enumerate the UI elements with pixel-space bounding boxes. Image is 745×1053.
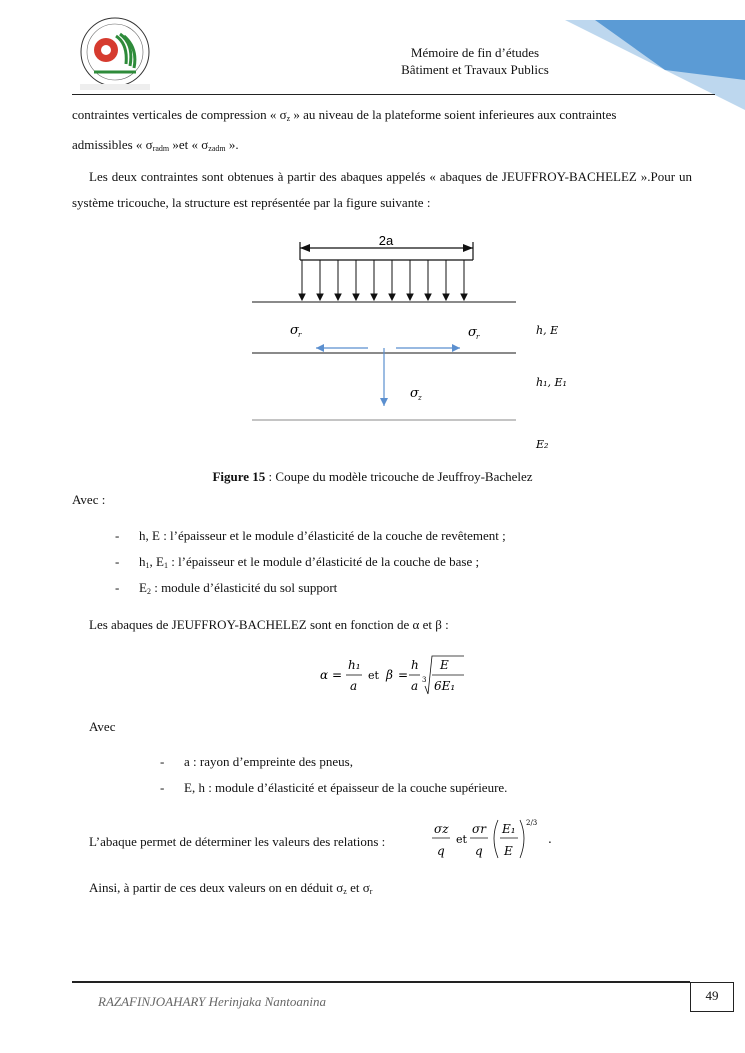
p1-text-d: »et « σ <box>169 137 209 152</box>
svg-text:E: E <box>504 844 513 858</box>
svg-text:z: z <box>418 394 422 402</box>
width-arrow-right <box>463 244 473 252</box>
svg-text:σr: σr <box>472 822 486 836</box>
page-number: 49 <box>690 982 734 1012</box>
svg-text:q: q <box>437 844 445 858</box>
bullet-3-text: $E_2$ : module d’élasticité du sol support <box>139 580 338 596</box>
layer-2-label: h₁, E₁ <box>536 376 567 389</box>
bullet-4-text: a : rayon d’empreinte des pneus, <box>184 754 353 769</box>
svg-text:E₁: E₁ <box>502 822 516 836</box>
svg-text:et: et <box>368 669 379 682</box>
p1-text-a: contraintes verticales de compression « σ <box>72 107 287 122</box>
figure-caption <box>0 469 745 485</box>
school-logo <box>72 14 158 94</box>
bullet-1-text: h, E : l’épaisseur et le module d’élasticité de la couche de revêtement ; <box>139 528 506 543</box>
svg-text:h: h <box>411 658 419 672</box>
svg-text:3: 3 <box>422 676 427 684</box>
p1-sub-c: radm <box>152 144 170 153</box>
footer-rule <box>72 981 690 983</box>
sigma-z: σ <box>410 386 419 401</box>
width-label: 2a <box>378 233 394 248</box>
footer-author: RAZAFINJOAHARY Herinjaka Nantoanina <box>98 994 326 1009</box>
layer-3-label: E₂ <box>536 438 549 451</box>
svg-text:σz: σz <box>434 822 449 836</box>
page-header <box>360 44 590 78</box>
p1-text-e: ». <box>225 137 239 152</box>
layer-1-label: h, E <box>536 324 559 337</box>
svg-text:2/3: 2/3 <box>526 819 538 827</box>
svg-text:=: = <box>332 668 343 682</box>
svg-text:a: a <box>411 679 419 693</box>
svg-text:6E₁: 6E₁ <box>434 679 456 693</box>
relations-formula <box>428 816 558 866</box>
paragraph-1 <box>72 102 692 162</box>
svg-text:h₁: h₁ <box>348 658 361 672</box>
sigma-r-left: σ <box>290 323 299 338</box>
paragraph-3: Les abaques de JEUFFROY-BACHELEZ sont en fonction de α et β : <box>89 617 449 632</box>
p1-sub-d: zadm <box>208 144 226 153</box>
svg-text:r: r <box>298 331 302 339</box>
header-line-2: Bâtiment et Travaux Publics <box>401 62 549 77</box>
svg-text:r: r <box>476 333 480 341</box>
caption-label: Figure 15 <box>212 469 266 484</box>
svg-text:et: et <box>456 833 467 846</box>
svg-text:α: α <box>320 668 329 682</box>
avec-label-1: Avec : <box>72 492 106 507</box>
svg-text:.: . <box>548 832 552 846</box>
avec-label-2: Avec <box>89 719 116 734</box>
caption-text: : Coupe du modèle tricouche de Jeuffroy-Bachelez <box>265 469 533 484</box>
header-line-1: Mémoire de fin d’études <box>410 45 540 60</box>
bullet-5-text: E, h : module d’élasticité et épaisseur de la couche supérieure. <box>184 780 508 795</box>
paragraph-5: Ainsi, à partir de ces deux valeurs on en déduit $\sigma_z$ et $\sigma_r$ <box>89 880 373 896</box>
p1-sub-a: z <box>286 114 291 123</box>
load-arrows <box>299 260 467 300</box>
p1-text-b: » au niveau de la plateforme soient inferieures aux contraintes <box>290 107 617 122</box>
svg-text:q: q <box>475 844 483 858</box>
paragraph-4: L’abaque permet de déterminer les valeurs des relations : <box>89 834 386 849</box>
bullet-2-text: $h_1$, $E_1$ : l’épaisseur et le module d’élasticité de la couche de base ; <box>139 554 480 570</box>
svg-text:E: E <box>440 658 449 672</box>
paragraph-2: Les deux contraintes sont obtenues à partir des abaques appelés « abaques de JEUFFROY-BACHELEZ ».Pour un système tricouche, la structure est représentée par la figure suivante : <box>72 169 692 210</box>
sigma-r-right: σ <box>468 325 477 340</box>
alpha-beta-formula <box>318 652 468 702</box>
svg-text:β: β <box>386 668 393 682</box>
svg-text:a: a <box>350 679 358 693</box>
width-arrow-left <box>300 244 310 252</box>
header-rule <box>72 94 715 95</box>
p1-text-c: admissibles « σ <box>72 137 153 152</box>
svg-text:=: = <box>398 668 409 682</box>
tricouche-figure <box>248 230 598 462</box>
